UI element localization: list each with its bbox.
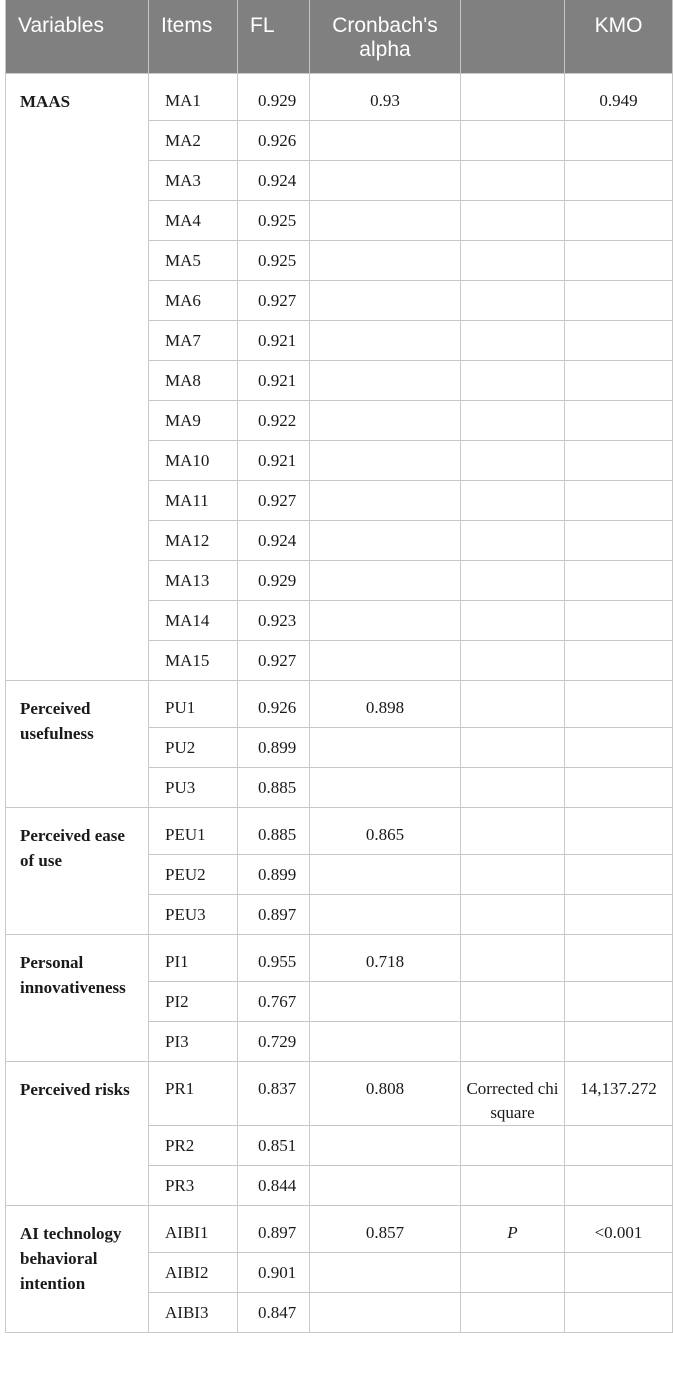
stat-value-cell (565, 1021, 673, 1061)
stat-label-cell (461, 73, 565, 120)
alpha-cell (310, 520, 461, 560)
alpha-cell (310, 360, 461, 400)
fl-cell: 0.729 (238, 1021, 310, 1061)
alpha-cell (310, 320, 461, 360)
item-cell: MA10 (149, 440, 238, 480)
alpha-cell: 0.93 (310, 73, 461, 120)
item-cell: MA5 (149, 240, 238, 280)
item-cell: MA9 (149, 400, 238, 440)
stat-value-cell (565, 767, 673, 807)
stat-value-cell (565, 1252, 673, 1292)
item-cell: MA13 (149, 560, 238, 600)
stat-value-cell (565, 520, 673, 560)
item-cell: MA7 (149, 320, 238, 360)
item-cell: MA3 (149, 160, 238, 200)
alpha-cell (310, 160, 461, 200)
stat-value-cell (565, 480, 673, 520)
table-body (6, 73, 673, 1332)
fl-cell: 0.847 (238, 1292, 310, 1332)
variable-cell: Perceived risks (6, 1061, 149, 1205)
variable-cell: Personal innovativeness (6, 934, 149, 1061)
alpha-cell: 0.718 (310, 934, 461, 981)
item-cell: PI2 (149, 981, 238, 1021)
stat-label-cell (461, 160, 565, 200)
fl-cell: 0.921 (238, 360, 310, 400)
stat-value-cell (565, 727, 673, 767)
item-cell: MA6 (149, 280, 238, 320)
stat-label-cell (461, 320, 565, 360)
item-cell: PI3 (149, 1021, 238, 1061)
stat-value-cell (565, 440, 673, 480)
table-row (6, 1061, 673, 1125)
stat-label-cell (461, 480, 565, 520)
stat-value-cell (565, 1125, 673, 1165)
variable-cell: Perceived usefulness (6, 680, 149, 807)
fl-cell: 0.901 (238, 1252, 310, 1292)
item-cell: PEU3 (149, 894, 238, 934)
variable-cell: AI technology behavioral intention (6, 1205, 149, 1332)
header-blank (461, 0, 565, 73)
item-cell: PI1 (149, 934, 238, 981)
item-cell: AIBI3 (149, 1292, 238, 1332)
stat-value-cell (565, 560, 673, 600)
stat-value-cell (565, 200, 673, 240)
stat-label-cell (461, 200, 565, 240)
alpha-cell (310, 1021, 461, 1061)
item-cell: MA12 (149, 520, 238, 560)
fl-cell: 0.926 (238, 120, 310, 160)
stat-label-cell (461, 600, 565, 640)
stat-label-cell (461, 1125, 565, 1165)
item-cell: PU2 (149, 727, 238, 767)
table-row (6, 934, 673, 981)
fl-cell: 0.927 (238, 480, 310, 520)
stat-value-cell (565, 680, 673, 727)
item-cell: PEU2 (149, 854, 238, 894)
stat-value-cell (565, 1292, 673, 1332)
variable-cell: Perceived ease of use (6, 807, 149, 934)
stat-value-cell (565, 894, 673, 934)
fl-cell: 0.921 (238, 440, 310, 480)
reliability-table (5, 0, 673, 1333)
stat-value-cell: 14,137.272 (565, 1061, 673, 1125)
stat-value-cell (565, 1165, 673, 1205)
stat-value-cell (565, 640, 673, 680)
alpha-cell (310, 120, 461, 160)
alpha-cell: 0.857 (310, 1205, 461, 1252)
alpha-cell (310, 560, 461, 600)
stat-value-cell (565, 120, 673, 160)
item-cell: MA1 (149, 73, 238, 120)
alpha-cell (310, 640, 461, 680)
alpha-cell: 0.898 (310, 680, 461, 727)
header-variables: Variables (6, 0, 149, 73)
fl-cell: 0.899 (238, 854, 310, 894)
stat-label-cell: P (461, 1205, 565, 1252)
item-cell: PR1 (149, 1061, 238, 1125)
item-cell: AIBI1 (149, 1205, 238, 1252)
stat-label-cell (461, 560, 565, 600)
item-cell: MA4 (149, 200, 238, 240)
header-cronbach-alpha: Cronbach's alpha (310, 0, 461, 73)
stat-label-cell (461, 1021, 565, 1061)
alpha-cell (310, 1125, 461, 1165)
stat-value-cell (565, 400, 673, 440)
table-row (6, 1205, 673, 1252)
header-fl: FL (238, 0, 310, 73)
item-cell: PR3 (149, 1165, 238, 1205)
fl-cell: 0.927 (238, 640, 310, 680)
fl-cell: 0.921 (238, 320, 310, 360)
stat-label-cell (461, 981, 565, 1021)
stat-value-cell (565, 934, 673, 981)
stat-value-cell (565, 807, 673, 854)
stat-label-cell (461, 1292, 565, 1332)
fl-cell: 0.897 (238, 894, 310, 934)
alpha-cell (310, 1165, 461, 1205)
item-cell: PEU1 (149, 807, 238, 854)
alpha-cell (310, 727, 461, 767)
alpha-cell (310, 400, 461, 440)
stat-value-cell: 0.949 (565, 73, 673, 120)
stat-value-cell (565, 854, 673, 894)
fl-cell: 0.899 (238, 727, 310, 767)
fl-cell: 0.767 (238, 981, 310, 1021)
stat-value-cell (565, 280, 673, 320)
stat-label-cell (461, 807, 565, 854)
stat-label-cell (461, 680, 565, 727)
fl-cell: 0.885 (238, 767, 310, 807)
item-cell: PR2 (149, 1125, 238, 1165)
stat-value-cell (565, 160, 673, 200)
fl-cell: 0.929 (238, 73, 310, 120)
alpha-cell (310, 854, 461, 894)
fl-cell: 0.897 (238, 1205, 310, 1252)
alpha-cell (310, 240, 461, 280)
alpha-cell (310, 600, 461, 640)
fl-cell: 0.925 (238, 240, 310, 280)
stat-label-cell (461, 727, 565, 767)
variable-cell: MAAS (6, 73, 149, 680)
alpha-cell (310, 1292, 461, 1332)
alpha-cell (310, 767, 461, 807)
stat-label-cell (461, 1252, 565, 1292)
stat-label-cell (461, 520, 565, 560)
alpha-cell (310, 440, 461, 480)
stat-value-cell (565, 240, 673, 280)
fl-cell: 0.923 (238, 600, 310, 640)
alpha-cell (310, 480, 461, 520)
fl-cell: 0.925 (238, 200, 310, 240)
stat-label-cell (461, 640, 565, 680)
alpha-cell (310, 981, 461, 1021)
fl-cell: 0.844 (238, 1165, 310, 1205)
fl-cell: 0.926 (238, 680, 310, 727)
stat-label-cell (461, 280, 565, 320)
stat-value-cell: <0.001 (565, 1205, 673, 1252)
fl-cell: 0.929 (238, 560, 310, 600)
table-row (6, 73, 673, 120)
item-cell: MA2 (149, 120, 238, 160)
stat-label-cell (461, 360, 565, 400)
fl-cell: 0.837 (238, 1061, 310, 1125)
fl-cell: 0.955 (238, 934, 310, 981)
stat-label-cell (461, 400, 565, 440)
fl-cell: 0.922 (238, 400, 310, 440)
stat-label-cell (461, 1165, 565, 1205)
alpha-cell (310, 1252, 461, 1292)
item-cell: PU3 (149, 767, 238, 807)
header-kmo: KMO (565, 0, 673, 73)
stat-label-cell: Corrected chi square (461, 1061, 565, 1125)
stat-label-cell (461, 120, 565, 160)
stat-label-cell (461, 934, 565, 981)
item-cell: MA8 (149, 360, 238, 400)
alpha-cell: 0.865 (310, 807, 461, 854)
header-row (6, 0, 673, 73)
stat-label-cell (461, 767, 565, 807)
stat-value-cell (565, 320, 673, 360)
stat-label-cell (461, 440, 565, 480)
fl-cell: 0.927 (238, 280, 310, 320)
stat-label-cell (461, 894, 565, 934)
item-cell: MA15 (149, 640, 238, 680)
stat-value-cell (565, 600, 673, 640)
fl-cell: 0.924 (238, 520, 310, 560)
item-cell: AIBI2 (149, 1252, 238, 1292)
stat-value-cell (565, 360, 673, 400)
table-row (6, 680, 673, 727)
alpha-cell (310, 894, 461, 934)
stat-label-cell (461, 240, 565, 280)
item-cell: MA14 (149, 600, 238, 640)
fl-cell: 0.924 (238, 160, 310, 200)
item-cell: PU1 (149, 680, 238, 727)
fl-cell: 0.885 (238, 807, 310, 854)
stat-label-cell (461, 854, 565, 894)
table-row (6, 807, 673, 854)
alpha-cell (310, 280, 461, 320)
alpha-cell: 0.808 (310, 1061, 461, 1125)
alpha-cell (310, 200, 461, 240)
fl-cell: 0.851 (238, 1125, 310, 1165)
item-cell: MA11 (149, 480, 238, 520)
header-items: Items (149, 0, 238, 73)
stat-value-cell (565, 981, 673, 1021)
